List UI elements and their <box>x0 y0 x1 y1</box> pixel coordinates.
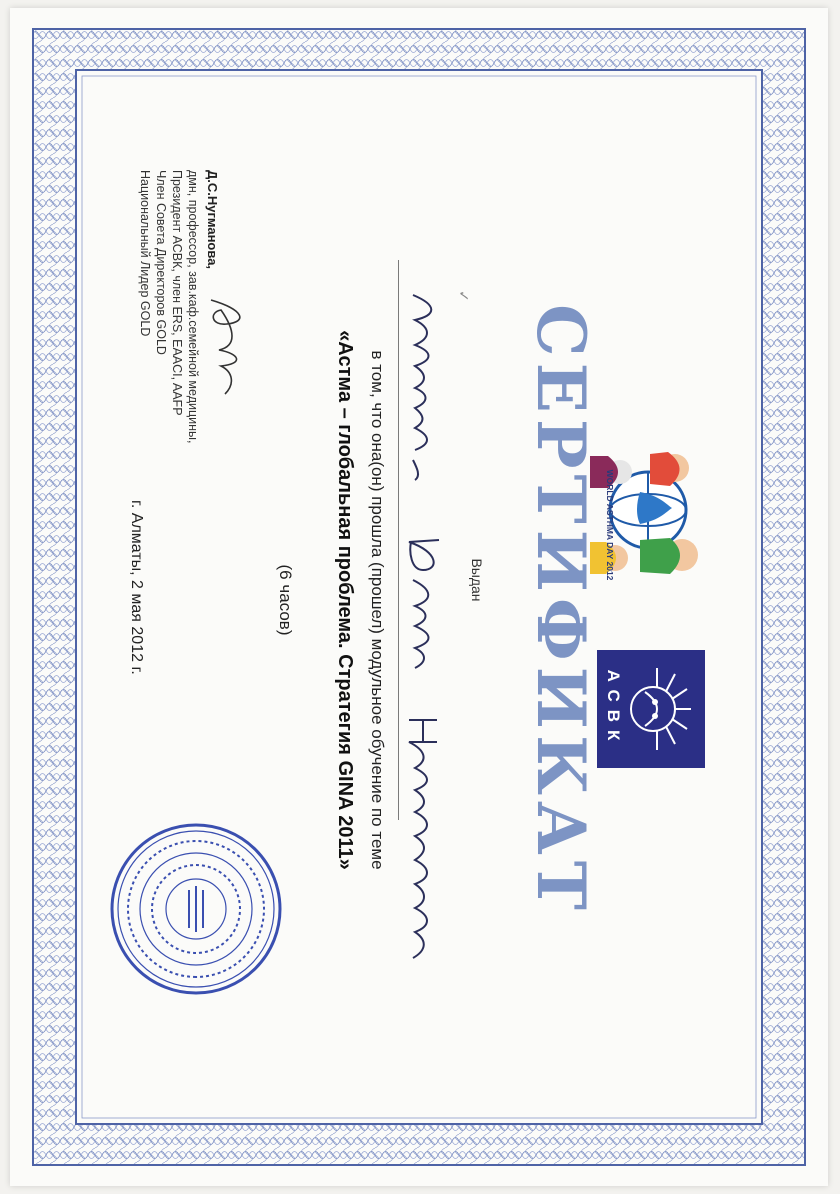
asvk-logo <box>597 650 705 768</box>
asvk-logo-text: АСВК <box>604 669 623 749</box>
course-description: в том, что она(он) прошла (прошел) модульное обучение по теме <box>368 350 387 870</box>
course-topic: «Астма – глобальная проблема. Стратегия GINA 2011» <box>334 330 356 870</box>
signatory-name: Д.С.Нугманова, <box>205 170 220 270</box>
check-mark-icon: ✓ <box>456 290 472 302</box>
recipient-handwritten-name <box>401 290 445 980</box>
world-asthma-day-logo <box>580 440 730 590</box>
signatory-line: дмн, профессор, зав.каф.семейной медицины, <box>186 170 200 444</box>
issue-date: г. Алматы, 2 мая 2012 г. <box>128 500 145 675</box>
signatory-line: Член Совета Директоров GOLD <box>154 170 168 355</box>
signatory-line: Национальный Лидер GOLD <box>138 170 152 337</box>
official-stamp <box>107 820 285 998</box>
issued-label: Выдан <box>469 558 485 602</box>
certificate-title: СЕРТИФИКАТ <box>522 304 600 916</box>
signatory-line: Президент АСВК, член ERS, EAACI, AAFP <box>170 170 184 416</box>
recipient-underline <box>398 260 399 820</box>
signatory-block <box>137 170 220 480</box>
world-asthma-day-caption: WORLD ASTHMA DAY 2012 <box>605 469 615 581</box>
course-hours: (6 часов) <box>276 564 295 636</box>
